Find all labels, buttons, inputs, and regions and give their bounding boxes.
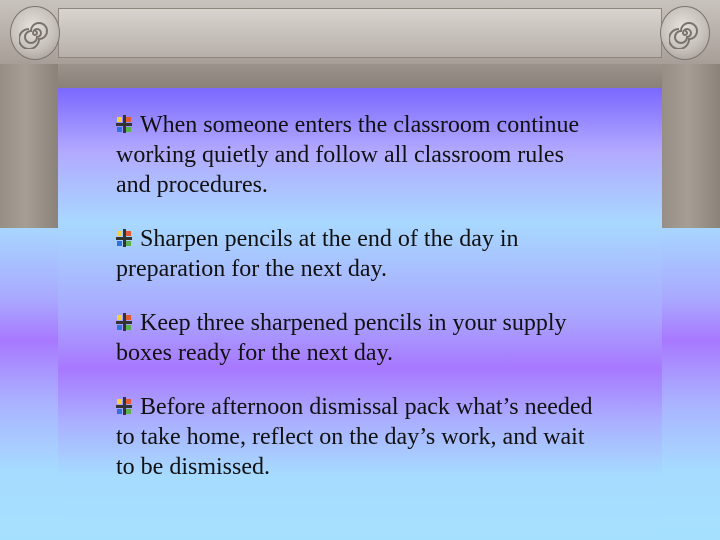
bullet-text: When someone enters the classroom continue working quietly and follow all classroom rules and procedures. — [116, 112, 580, 198]
bullet-cross-icon — [116, 229, 132, 247]
spiral-scroll-icon — [10, 6, 60, 60]
bullet-cross-icon — [116, 397, 132, 415]
list-item — [116, 392, 596, 482]
capital-frame — [0, 0, 720, 65]
bullet-text: Before afternoon dismissal pack what’s needed to take home, reflect on the day’s work, and wait to be dismissed. — [116, 394, 593, 480]
left-pillar — [0, 64, 58, 228]
bullet-text: Keep three sharpened pencils in your supply boxes ready for the next day. — [116, 310, 567, 366]
bullet-text: Sharpen pencils at the end of the day in preparation for the next day. — [116, 226, 519, 282]
spiral-scroll-icon — [660, 6, 710, 60]
lintel — [58, 64, 662, 88]
bullet-cross-icon — [116, 313, 132, 331]
bullet-list — [116, 110, 596, 506]
bullet-cross-icon — [116, 115, 132, 133]
list-item — [116, 224, 596, 284]
capital-band — [58, 8, 662, 58]
right-pillar — [662, 64, 720, 228]
list-item — [116, 308, 596, 368]
list-item — [116, 110, 596, 200]
